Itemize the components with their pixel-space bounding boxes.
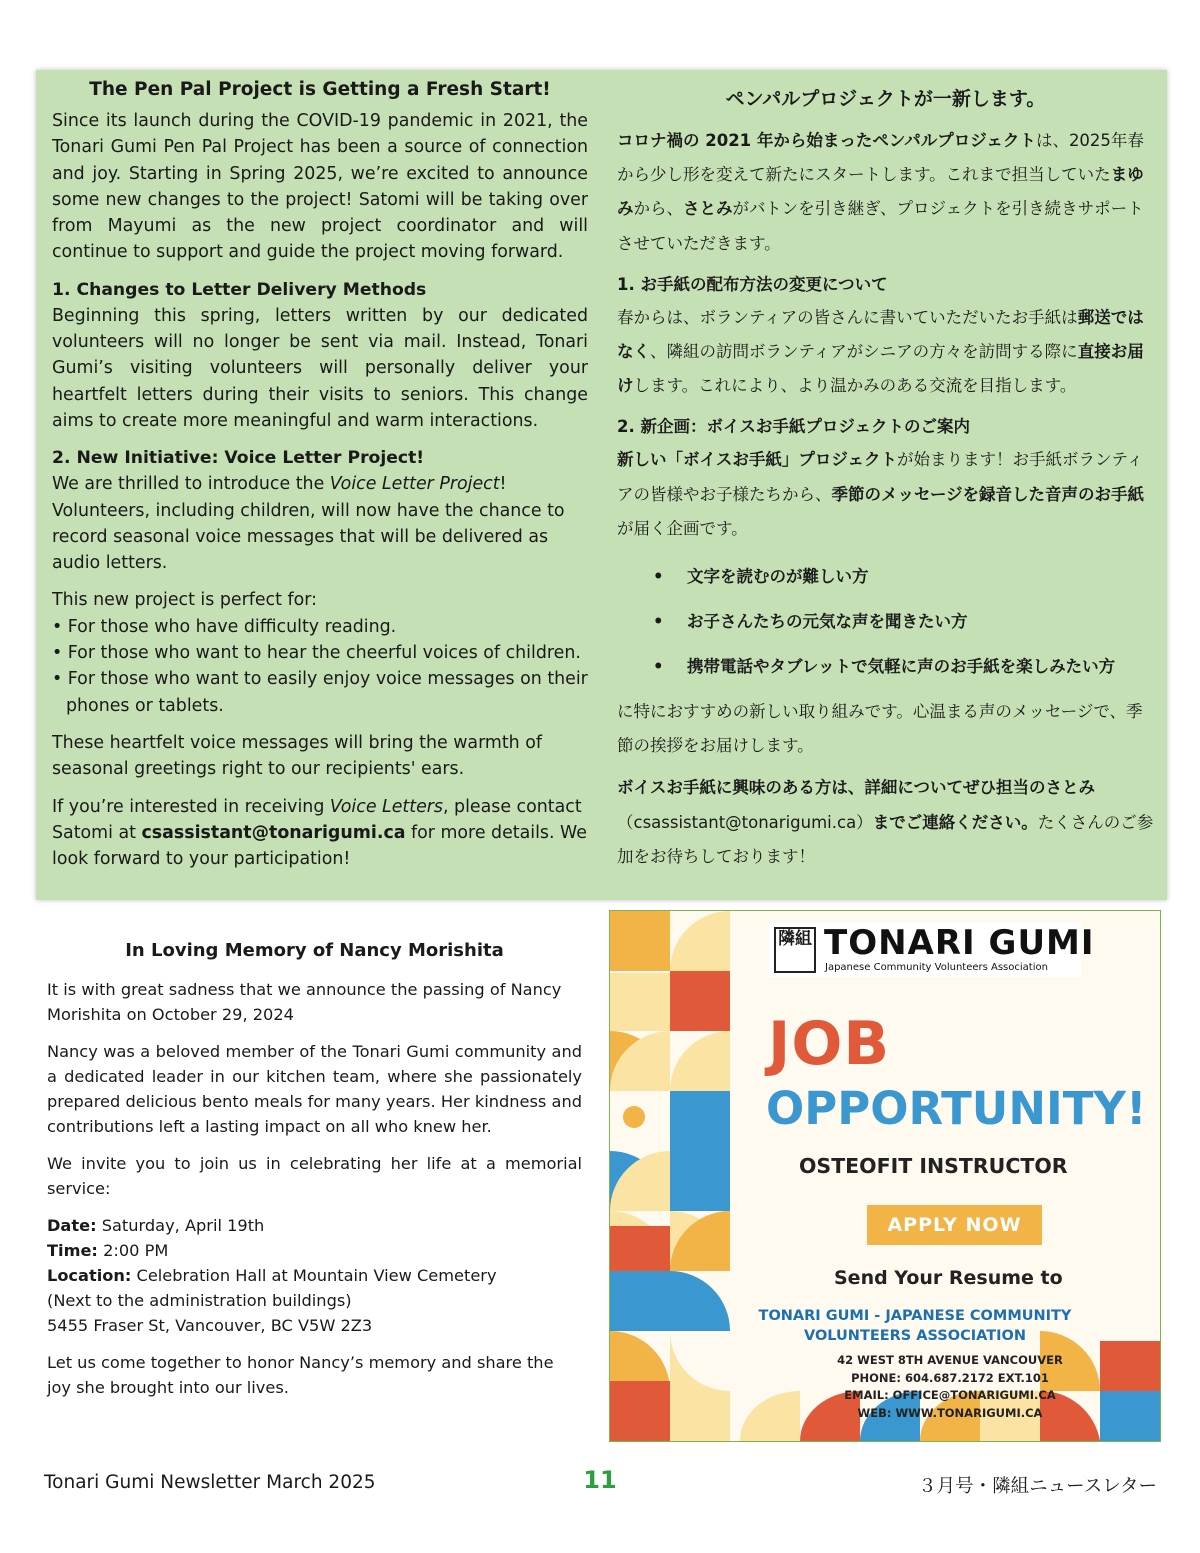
opportunity-heading: OPPORTUNITY!: [766, 1082, 1147, 1135]
footer-newsletter-title: Tonari Gumi Newsletter March 2025: [44, 1472, 376, 1493]
ad-email[interactable]: EMAIL: OFFICE@TONARIGUMI.CA: [844, 1388, 1056, 1402]
memorial-p4: Let us come together to honor Nancy’s memory and share the joy she brought into our lives.: [47, 1353, 554, 1397]
list-item: • お子さんたちの元気な声を聞きたい方: [687, 599, 1154, 644]
audience-list-en: [52, 614, 588, 719]
send-resume-label: Send Your Resume to: [834, 1267, 1063, 1289]
audience-list-jp: [617, 554, 1154, 689]
pen-pal-title-jp: ペンパルプロジェクトが一新します。: [725, 88, 1046, 110]
list-item: • 文字を読むのが難しい方: [687, 554, 1154, 599]
contact-en: If you’re interested in receiving Voice Letters, please contact Satomi at csassistant@tonarigumi.ca for more details. We look forward to your participation!: [52, 796, 587, 870]
tonari-gumi-logo: [769, 923, 1095, 977]
section1-body-jp: 春からは、ボランティアの皆さんに書いていただいたお手紙は郵送ではなく、隣組の訪問ボランティアがシニアの方々を訪問する際に直接お届けします。これにより、より温かみのある交流を目指します。: [617, 307, 1144, 396]
pen-pal-title-en: The Pen Pal Project is Getting a Fresh Start!: [89, 79, 551, 100]
page-number: 11: [583, 1466, 617, 1494]
pen-pal-english-column: [52, 78, 588, 883]
memorial-p2: Nancy was a beloved member of the Tonari Gumi community and a dedicated leader in our kitchen team, where she passionately prepared delicious bento meals for many years. Her kindness and contributions left a lasting impact on all who knew her.: [47, 1042, 582, 1136]
perfect-for-label-en: This new project is perfect for:: [52, 590, 317, 611]
memorial-notice: [47, 938, 582, 1412]
memorial-details: Date: Saturday, April 19th Time: 2:00 PM Location: Celebration Hall at Mountain View Cemetery (Next to the administration buildings) 5455 Fraser St, Vancouver, BC V5W 2Z3: [47, 1216, 497, 1335]
section1-body-en: Beginning this spring, letters written by our dedicated volunteers will no longer be sent via mail. Instead, Tonari Gumi’s visiting volunteers will personally deliver your heartfelt letters during their visits to seniors. This change aims to create more meaningful and warm interactions.: [52, 305, 588, 431]
list-item: • For those who want to easily enjoy voice messages on their phones or tablets.: [52, 666, 588, 719]
contact-jp: ボイスお手紙に興味のある方は、詳細についてぜひ担当のさとみ（csassistant@tonarigumi.ca）までご連絡ください。たくさんのご参加をお待ちしております！: [617, 778, 1154, 866]
section1-heading-jp: 1. お手紙の配布方法の変更について: [617, 274, 888, 294]
section1-heading-en: 1. Changes to Letter Delivery Methods: [52, 279, 427, 300]
job-opportunity-ad[interactable]: [609, 910, 1161, 1442]
section2-heading-jp: 2. 新企画：ボイスお手紙プロジェクトのご案内: [617, 417, 970, 437]
pen-pal-intro-jp: コロナ禍の 2021 年から始まったペンパルプロジェクトは、2025年春から少し形を変えて新たにスタートします。これまで担当していたまゆみから、さとみがバトンを引き継ぎ、プロジェクトを引き続きサポートさせていただきます。: [617, 131, 1144, 253]
memorial-p3: We invite you to join us in celebrating her life at a memorial service:: [47, 1154, 582, 1198]
tonari-gumi-logo-mark: 隣組: [774, 927, 816, 973]
contact-details: [760, 1352, 1140, 1422]
memorial-p1: It is with great sadness that we announce the passing of Nancy Morishita on October 29, 2024: [47, 980, 562, 1024]
position-title: OSTEOFIT INSTRUCTOR: [799, 1154, 1068, 1178]
page-footer: [0, 1466, 1200, 1500]
closing-en: These heartfelt voice messages will bring the warmth of seasonal greetings right to our recipients' ears.: [52, 732, 542, 780]
list-item: • For those who have difficulty reading.: [52, 614, 588, 640]
closing-jp: に特におすすめの新しい取り組みです。心温まる声のメッセージで、季節の挨拶をお届けします。: [617, 702, 1143, 756]
footer-newsletter-title-jp: ３月号・隣組ニュースレター: [918, 1476, 1157, 1497]
tonari-gumi-logo-subtitle: Japanese Community Volunteers Association: [825, 962, 1048, 973]
section2-body-en: We are thrilled to introduce the Voice Letter Project! Volunteers, including children, will now have the chance to record seasonal voice messages that will be delivered as audio letters.: [52, 474, 565, 574]
job-heading: JOB: [768, 1009, 891, 1079]
organization-name: TONARI GUMI - JAPANESE COMMUNITY VOLUNTEERS ASSOCIATION: [758, 1308, 1072, 1344]
voice-letter-project-em: Voice Letter Project: [329, 474, 500, 495]
ad-phone: PHONE: 604.687.2172 EXT.101: [851, 1370, 1049, 1385]
list-item: • For those who want to hear the cheerful voices of children.: [52, 640, 588, 666]
ad-web[interactable]: WEB: WWW.TONARIGUMI.CA: [857, 1405, 1043, 1420]
memorial-title: In Loving Memory of Nancy Morishita: [125, 940, 504, 961]
contact-email-link[interactable]: csassistant@tonarigumi.ca: [141, 822, 406, 843]
section2-body-jp: 新しい「ボイスお手紙」プロジェクトが始まります！お手紙ボランティアの皆様やお子様たちから、季節のメッセージを録音した音声のお手紙が届く企画です。: [617, 450, 1145, 538]
pen-pal-intro-en: Since its launch during the COVID-19 pandemic in 2021, the Tonari Gumi Pen Pal Project has been a source of connection and joy. Starting in Spring 2025, we’re excited to announce some new changes to the project! Satomi will be taking over from Mayumi as the new project coordinator and will continue to support and guide the project moving forward.: [52, 111, 588, 263]
pen-pal-japanese-column: [617, 84, 1154, 882]
list-item: • 携帯電話やタブレットで気軽に声のお手紙を楽しみたい方: [687, 644, 1154, 689]
apply-now-button[interactable]: APPLY NOW: [867, 1205, 1042, 1245]
ad-address: 42 WEST 8TH AVENUE VANCOUVER: [837, 1353, 1063, 1367]
tonari-gumi-logo-name: TONARI GUMI: [824, 923, 1095, 963]
section2-heading-en: 2. New Initiative: Voice Letter Project!: [52, 448, 425, 469]
